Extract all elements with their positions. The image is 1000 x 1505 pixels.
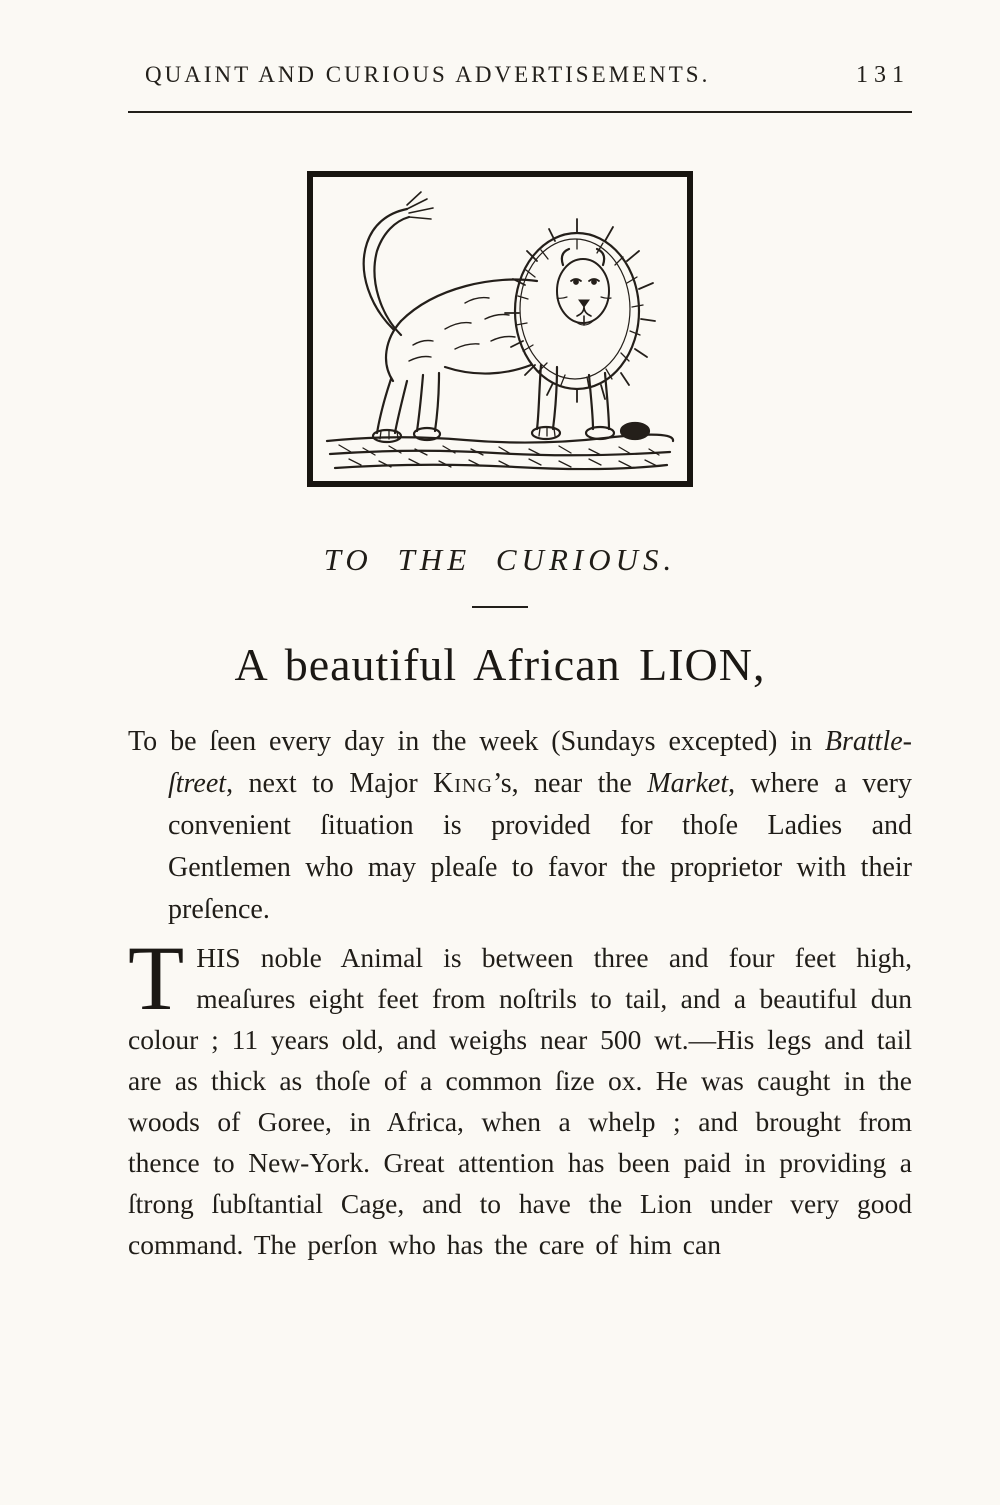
lion-drawing (327, 192, 673, 469)
lion-illustration (305, 169, 695, 489)
text-segment-italic: Market (647, 768, 729, 799)
text-segment: ’s, near the (492, 768, 648, 799)
text-segment: To be ſeen every day in the week (Sundays excepted) in (128, 726, 825, 757)
running-title: QUAINT AND CURIOUS ADVERTISEMENTS. (145, 62, 711, 87)
text-segment: , where a very convenient ſituation is provided for thoſe Ladies and Gentlemen who may pleaſe to favor the proprietor with their preſence. (168, 768, 912, 925)
drop-cap: T (128, 927, 185, 1029)
section-divider (472, 606, 528, 608)
text-segment-italic: Brattle-ſtreet (168, 726, 912, 799)
paragraph-animal-description (128, 927, 912, 1265)
text-segment-smallcaps: King (433, 768, 493, 799)
headline: A beautiful African LION, (234, 639, 766, 690)
header-rule (128, 111, 912, 113)
paragraph-viewing-info (128, 721, 912, 931)
text-segment: HIS noble Animal is between three and four feet high, meaſures eight feet from noſtrils to tail, and a beautiful dun colour ; 11 years old, and weighs near 500 wt.—His legs and tail are as thick as thoſe of a common ſize ox. He was caught in the woods of Goree, in Africa, when a whelp ; and brought from thence to New-York. Great attention has been paid in providing a ſtrong ſubſtantial Cage, and to have the Lion under very good command. The perſon who has the care of him can (128, 942, 912, 1260)
page-number: 131 (856, 62, 910, 88)
text-segment: , next to Major (226, 768, 434, 799)
lion-woodcut-figure (305, 169, 695, 494)
page-header (0, 0, 1000, 89)
section-title: TO THE CURIOUS. (323, 542, 677, 577)
